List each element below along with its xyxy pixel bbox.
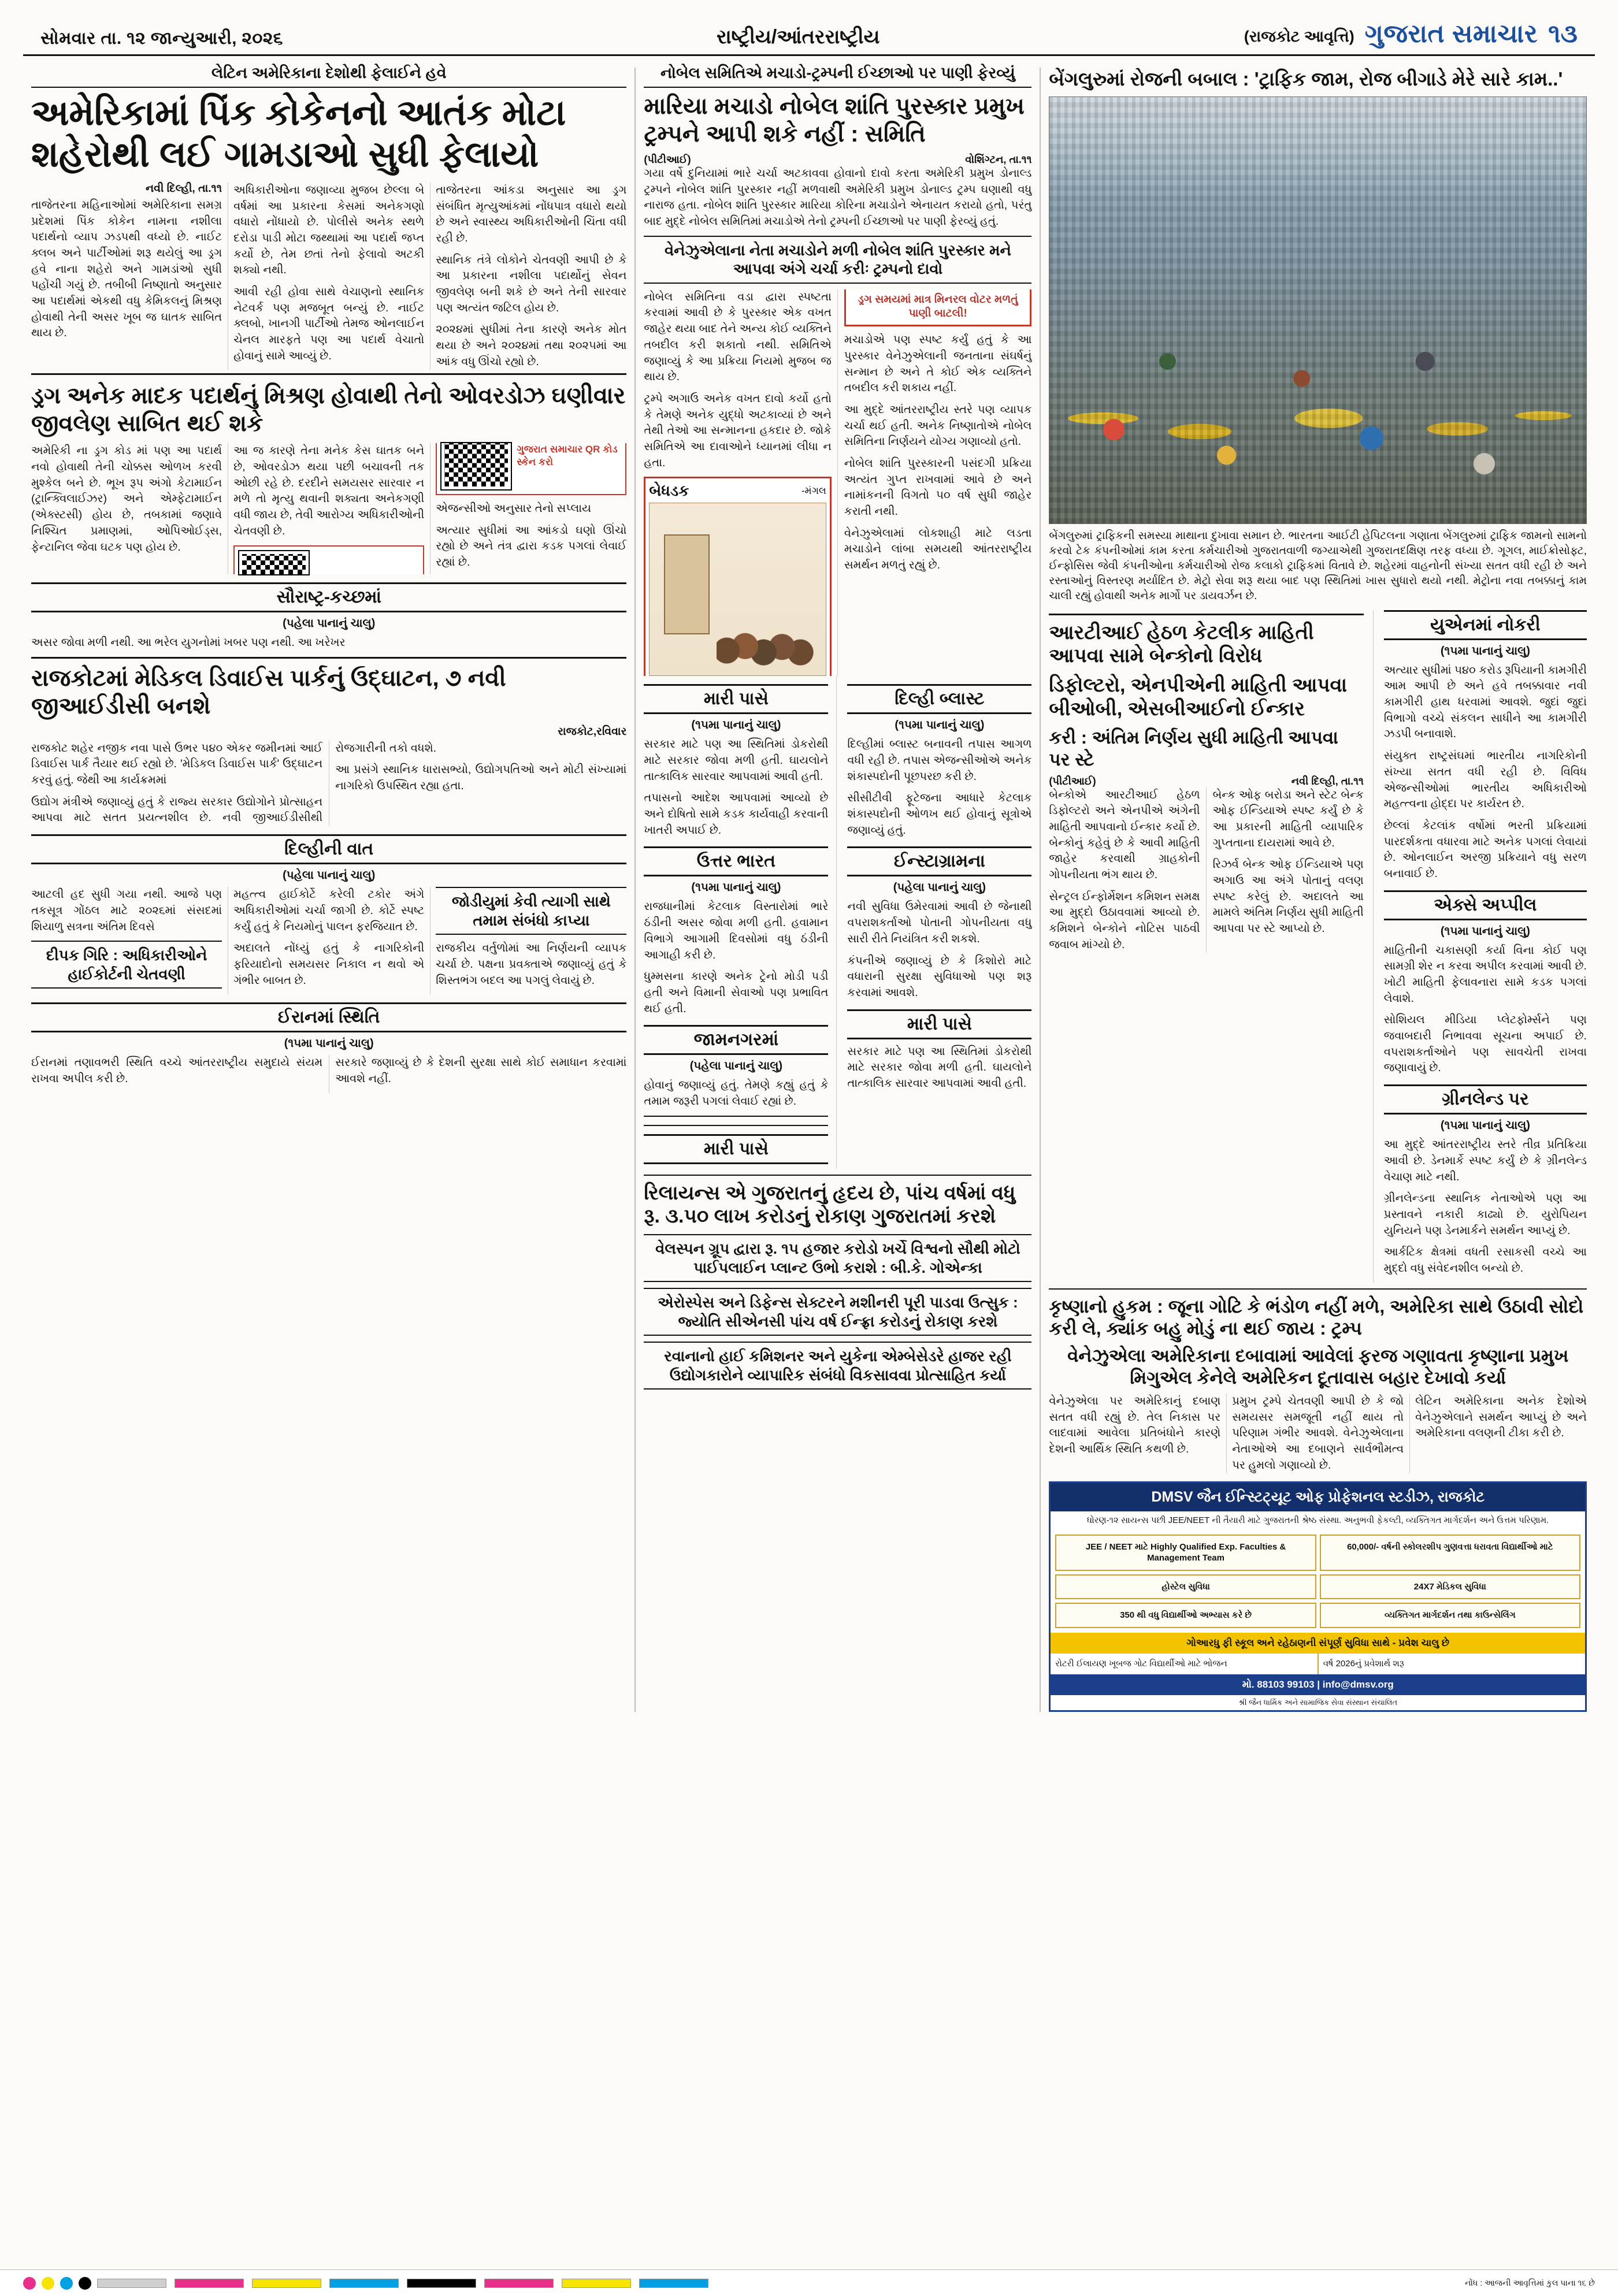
rajkot-medical-para: આ પ્રસંગે સ્થાનિક ધારાસભ્યો, ઉદ્યોગપતિઓ અને મોટી સંખ્યામાં નાગરિકો ઉપસ્થિત રહ્યા હતા.	[335, 763, 627, 793]
greenland-headline: ગ્રીનલેન્ડ પર	[1384, 1084, 1587, 1114]
rajkot-medical-para: ઉદ્યોગ મંત્રીએ જણાવ્યું હતું કે રાજ્ય સરકાર ઉદ્યોગોને પ્રોત્સાહન આપવા માટે સતત પ્રયત્નશીલ છે. નવી જીઆઈડીસીથી રોજગારીની તકો વધશે.	[31, 741, 437, 824]
rti-para: બેન્કોએ આરટીઆઈ હેઠળ ડિફોલ્ટરો અને એનપીએ અંગેની માહિતી આપવાનો ઈન્કાર કર્યો છે. બેન્કોનું કહેવું છે કે આવી માહિતી જાહેર કરવાથી ગ્રાહકોની ગોપનીયતા ભંગ થાય છે.	[1049, 788, 1200, 881]
rajkot-medical-headline: રાજકોટમાં મેડિકલ ડિવાઈસ પાર્કનું ઉદ્ઘાટન, ૭ નવી જીઆઈડીસી બનશે	[31, 657, 626, 720]
delhi-vaat-contd: (પહેલા પાનાનું ચાલુ)	[283, 869, 376, 882]
nobel-para: ગયા વર્ષે દુનિયામાં ભારે ચર્ચા અટકાવવા હોવાનો દાવો કરતા અમેરિકી પ્રમુખ ડોનાલ્ડ ટ્રમ્પને નોબેલ શાંતિ પુરસ્કાર નહીં મળવાથી અમેરિકી પ્રમુખ ડોનાલ્ડ ટ્રમ્પ ઘણાથી વધુ નારાજ હતા. નોબેલ શાંતિ પુરસ્કાર મારિયા કોરિના મચાડોને એનાયત કરાયો હતો, પરંતુ બાદ મુદ્દે નોબેલ સમિતિમાં મચાડોએ તેનો ટ્રમ્પની ઈચ્છાઓ પર પાણી ફેરવ્યું હતું.	[644, 167, 1032, 228]
nobel-dateline: વોશિંગ્ટન, તા.૧૧	[965, 154, 1032, 165]
jamnagar-headline: મારી પાસે	[644, 1134, 828, 1164]
delhi-vaat-body	[31, 887, 626, 994]
ad-note: શ્રી જૈન ધાર્મિક અને સામાજિક સેવા સંસ્થાન સંચાલિત	[1238, 1698, 1398, 1707]
nobel-para: ટ્રમ્પે અગાઉ અનેક વખત દાવો કર્યો હતો કે તેમણે અનેક યુદ્ધો અટકાવ્યાં છે અને તેથી તેઓ આ સન્માનના હકદાર છે. જોકે સમિતિએ આ દાવાઓને ધ્યાનમાં લીધા ન હતા.	[644, 392, 832, 469]
venezuela-headline: કૃષ્ણાનો હુકમ : જૂના ગોટિ કે ભંડોળ નહીં મળે, અમેરિકા સાથે ઉઠાવી સોદો કરી લે, ક્યાંક બહુ મોડું ના થઈ જાય : ટ્રમ્પ	[1049, 1295, 1584, 1339]
instagram-para: નવી સુવિધા ઉમેરવામાં આવી છે જેનાથી વપરાશકર્તાઓ પોતાની ગોપનીયતા વધુ સારી રીતે નિયંત્રિત કરી શકશે.	[847, 900, 1032, 945]
lead-para: અધિકારીઓના જણાવ્યા મુજબ છેલ્લા બે વર્ષમાં આ પ્રકારના કેસમાં અનેકગણો વધારો નોંધાયો છે. પોલીસે અનેક સ્થળે દરોડા પાડી મોટા જથ્થામાં આ પદાર્થ જપ્ત કર્યો છે, તેમ છતાં તેનો ફેલાવો અટકી શક્યો નથી.	[233, 183, 425, 277]
registration-swatch-magenta-2	[484, 2279, 554, 2288]
saurashtra-headline: સૌરાષ્ટ્ર-કચ્છમાં	[31, 582, 626, 612]
page-footer-note: નોંધ : આજની આવૃત્તિમાં કુલ પાના ૧૬ છે	[1464, 2278, 1595, 2287]
mari-pass-para: સરકાર માટે પણ આ સ્થિતિમાં ડોકરોથી માટે સરકાર જોવા મળી હતી. ઘાયલોને તાત્કાલિક સારવાર આપવામાં આવી હતી.	[644, 738, 829, 783]
instagram-para: કંપનીએ જણાવ્યું છે કે કિશોરો માટે વધારાની સુરક્ષા સુવિધાઓ પણ શરૂ કરવામાં આવશે.	[847, 954, 1032, 999]
nobel-kicker: નોબેલ સમિતિએ મચાડો-ટ્રમ્પની ઈચ્છાઓ પર પાણી ફેરવ્યું	[644, 64, 1031, 88]
uttar-bharat-contd: (૧૫મા પાનાનું ચાલુ)	[691, 881, 781, 894]
nobel-para: વેનેઝુએલામાં લોકશાહી માટે લડતા મચાડોને લાંબા સમયથી આંતરરાષ્ટ્રીય સમર્થન મળતું રહ્યું છે.	[844, 526, 1032, 572]
registration-swatch-magenta	[175, 2279, 244, 2288]
america-sub	[644, 1116, 828, 1126]
qr-code-label: ગુજરાત સમાચાર QR કોડ સ્કેન કરો	[517, 444, 618, 468]
lead-para: અત્યાર સુધીમાં આ આંકડો ઘણો ઊંચો રહ્યો છે અને તંત્ર દ્વારા કડક પગલાં લેવાઈ રહ્યાં છે.	[436, 523, 627, 569]
publication-date: સોમવાર તા. ૧૨ જાન્યુઆરી, ૨૦૨૬	[40, 29, 283, 48]
color-registration-bar	[0, 2269, 1618, 2296]
nobel-para: આ મુદ્દે આંતરરાષ્ટ્રીય સ્તરે પણ વ્યાપક ચર્ચા થઈ હતી. અનેક નિષ્ણાતોએ નોબેલ સમિતિના નિર્ણયને યોગ્ય ગણાવ્યો હતો.	[844, 403, 1032, 448]
jobs-headline: યુએનમાં નોકરી	[1384, 610, 1587, 640]
jamnagar-para: સરકાર માટે પણ આ સ્થિતિમાં ડોકરોથી માટે સરકાર જોવા મળી હતી. ઘાયલોને તાત્કાલિક સારવાર આપવામાં આવી હતી.	[847, 1045, 1032, 1090]
page-content	[23, 56, 1595, 1712]
left-column-group	[23, 64, 634, 1712]
rti-dateline: નવી દિલ્હી, તા.૧૧	[1291, 775, 1364, 787]
rti-sub2: કરી : અંતિમ નિર્ણય સુધી માહિતી આપવા પર સ્ટે	[1049, 727, 1338, 770]
registration-dot-magenta	[23, 2277, 36, 2290]
delhi-blast-contd: (૧૫મા પાનાનું ચાલુ)	[895, 719, 985, 732]
ad-contact[interactable]: મો. 88103 99103 | info@dmsv.org	[1051, 1674, 1585, 1695]
instagram-contd: (પહેલા પાનાનું ચાલુ)	[893, 881, 986, 894]
rti-source: (પીટીઆઈ)	[1049, 775, 1096, 787]
ad-subtitle: ધોરણ-૧૨ સાયન્સ પછી JEE/NEET ની તૈયારી માટે ગુજરાતની શ્રેષ્ઠ સંસ્થા. અનુભવી ફેકલ્ટી, વ્યક્તિગત માર્ગદર્શન અને ઉત્તમ પરિણામ.	[1087, 1515, 1549, 1526]
registration-dot-black	[79, 2277, 91, 2290]
ad-feature: હોસ્ટેલ સુવિધા	[1055, 1574, 1316, 1600]
cartoon-signature: -મંગલ	[801, 485, 826, 497]
greenland-para: આ મુદ્દે આંતરરાષ્ટ્રીય સ્તરે તીવ્ર પ્રતિક્રિયા આવી છે. ડેનમાર્કે સ્પષ્ટ કર્યું છે કે ગ્રીનલેન્ડ વેચાણ માટે નથી.	[1383, 1138, 1587, 1183]
appeal-headline: એક્સે અપ્પીલ	[1384, 890, 1587, 920]
newspaper-brand: ગુજરાત સમાચાર	[1364, 20, 1538, 48]
venezuela-para: લેટિન અમેરિકાના અનેક દેશોએ વેનેઝુએલાને સમર્થન આપ્યું છે અને અમેરિકાના વલણની ટીકા કરી છે.	[1415, 1395, 1587, 1440]
iran-para: સરકારે જણાવ્યું છે કે દેશની સુરક્ષા સાથે કોઈ સમાધાન કરવામાં આવશે નહીં.	[335, 1056, 627, 1085]
america-headline: જામનગરમાં	[644, 1025, 828, 1055]
reliance-sub3: રવાનાનો હાઈ કમિશનર અને યુકેના એમ્બેસેડરે હાજર રહી ઉદ્યોગકારોને વ્યાપારિક સંબંધો વિકસાવવા પ્રોત્સાહિત કર્યા	[644, 1342, 1031, 1390]
iran-para: ઈરાનમાં તણાવભરી સ્થિતિ વચ્ચે આંતરરાષ્ટ્રીય સમુદાયે સંયમ રાખવા અપીલ કરી છે.	[31, 1056, 323, 1085]
america-para: હોવાનું જણાવ્યું હતું. તેમણે કહ્યું હતું કે તમામ જરૂરી પગલાં લેવાઈ રહ્યાં છે.	[644, 1079, 829, 1108]
lead-para: તાજેતરના મહિનાઓમાં અમેરિકાના સમગ્ર પ્રદેશમાં પિંક કોકેન નામના નશીલા પદાર્થનો વ્યાપ ઝડપથી વધ્યો છે. નાઈટ ક્લબ અને પાર્ટીઓમાં શરૂ થયેલું આ ડ્રગ હવે નાના શહેરો અને ગામડાંઓ સુધી પહોંચી ગયું છે. તબીબી નિષ્ણાતો અનુસાર આ પદાર્થમાં એકથી વધુ કેમિકલનું મિશ્રણ હોવાથી તેની અસર ખૂબ જ ઘાતક સાબિત થાય છે.	[31, 198, 222, 340]
right-column-group	[1041, 64, 1595, 1712]
delhi-vaat-para: મહત્ત્વ હાઈકોર્ટે કરેલી ટકોર અંગે અધિકારીઓમાં ચર્ચા જાગી છે. કોર્ટે સ્પષ્ટ કર્યું હતું કે નિયમોનું પાલન ફરજિયાત છે.	[233, 888, 425, 933]
rti-para: સેન્ટ્રલ ઈન્ફોર્મેશન કમિશન સમક્ષ આ મુદ્દો ઉઠાવવામાં આવ્યો છે. કમિશને બેન્કોને નોટિસ પાઠવી જવાબ માંગ્યો છે.	[1049, 890, 1200, 951]
lead-secondary-body	[31, 443, 626, 574]
uttar-bharat-para: રાજધાનીમાં કેટલાક વિસ્તારોમાં ભારે ઠંડીની અસર જોવા મળી હતી. હવામાન વિભાગે આગામી દિવસોમાં વધુ ઠંડીની આગાહી કરી છે.	[644, 900, 829, 961]
venezuela-sub: વેનેઝુએલા અમેરિકાના દબાવામાં આવેલાં ફરજ ગણાવતા કૃષ્ણાના પ્રમુખ મિગુએલ કેનેલે અમેરિકન દૂતાવાસ બહાર દેખાવો કર્યા	[1067, 1346, 1569, 1388]
registration-dot-cyan	[60, 2277, 73, 2290]
ad-side-note-1: રોટરી ઈલાયણ ખૂબજ ગોટ વિદ્યાર્થીઓ માટે ભોજન	[1055, 1658, 1227, 1669]
reliance-sub1: વેલસ્પન ગ્રૂપ દ્વારા રૂ. ૧૫ હજાર કરોડો ખર્ચે વિશ્વનો સૌથી મોટો પાઈપલાઈન પ્લાન્ટ ઉભો કરાશે : બી.કે. ગોએન્કા	[644, 1234, 1031, 1282]
delhi-vaat-headline: દિલ્હીની વાત	[31, 834, 626, 864]
lead-para: આ જ કારણે તેના મનેક કેસ ઘાતક બને છે, ઓવરડોઝ થયા પછી બચાવની તક ઓછી રહે છે. દરદીને સમયસર સારવાર ન મળે તો મૃત્યુ થવાની શક્યતા અનેકગણી વધી જાય છે, તેવી આરોગ્ય અધિકારીઓની ચેતવણી છે.	[233, 444, 425, 537]
uttar-bharat-para: ધુમ્મસના કારણે અનેક ટ્રેનો મોડી પડી હતી અને વિમાની સેવાઓ પણ પ્રભાવિત થઈ હતી.	[644, 970, 829, 1015]
delhi-blast-para: દિલ્હીમાં બ્લાસ્ટ બનાવની તપાસ આગળ વધી રહી છે. તપાસ એજન્સીઓએ અનેક શંકાસ્પદોની પૂછપરછ કરી છે.	[847, 738, 1032, 783]
ad-feature: JEE / NEET માટે Highly Qualified Exp. Faculties & Management Team	[1055, 1535, 1316, 1571]
delhi-vaat-sub2: જોડીયુમાં કેવી ત્યાગી સાથે તમામ સંબંધો કાપ્યા	[436, 887, 626, 935]
nobel-source: (પીટીઆઈ)	[644, 154, 691, 165]
rajkot-medical-body	[31, 741, 626, 826]
appeal-contd: (૧૫મા પાનાનું ચાલુ)	[1440, 924, 1530, 938]
rti-para: રિઝર્વ બેન્ક ઓફ ઈન્ડિયાએ પણ અગાઉ આ અંગે પોતાનું વલણ સ્પષ્ટ કરેલું છે. અદાલતે આ મામલે અંતિમ નિર્ણય સુધી માહિતી આપવા પર સ્ટે આપ્યો છે.	[1212, 858, 1364, 935]
lead-para: એજન્સીઓ અનુસાર તેનો સપ્લાય	[436, 501, 591, 515]
mari-pass-headline: મારી પાસે	[644, 684, 828, 714]
lead-dateline: નવી દિલ્હી, તા.૧૧	[145, 182, 222, 195]
mari-pass-contd: (૧૫મા પાનાનું ચાલુ)	[691, 719, 781, 732]
jobs-para: છેલ્લાં કેટલાંક વર્ષોમાં ભરતી પ્રક્રિયામાં પારદર્શકતા વધારવા માટે અનેક પગલાં લેવાયાં છે. ઓનલાઈન અરજી પ્રક્રિયાને વધુ સરળ બનાવાઈ છે.	[1383, 819, 1587, 880]
nobel-sub: વેનેઝુએલાના નેતા મચાડોને મળી નોબેલ શાંતિ પુરસ્કાર મને આપવા અંગે ચર્ચા કરીઃ ટ્રમ્પનો દાવો	[644, 236, 1031, 284]
jobs-para: અત્યાર સુધીમાં ૫૪૦ કરોડ રૂપિયાની કામગીરી આમ આપી છે અને હવે તબક્કાવાર નવી કામગીરી હાથ ધરવામાં આવશે. જુદાં જુદાં વિભાગો વચ્ચે સંકલન સાધીને આ કામગીરી ઝડપી બનાવાશે.	[1383, 663, 1587, 741]
section-title: રાષ્ટ્રીય/આંતરરાષ્ટ્રીય	[716, 26, 880, 48]
lead-para: અમેરિકી ના ડ્રગ કોડ માં પણ આ પદાર્થ નવો હોવાથી તેની ચોક્કસ ઓળખ કરવી મુશ્કેલ બને છે. ભૂખ રૂપ અંગો કેટામાઈન (ટ્રાન્ક્વિલાઈઝર) અને એમ્ફેટામાઈન (એક્સ્ટસી) હોય છે, તબકામાં જણાવે નિશ્ચિત પ્રમાણમાં, ઓપિઓઈડ્સ, ફેન્ટાનિલ જેવા ઘટક પણ હોય છે.	[31, 444, 222, 553]
registration-swatch-yellow	[252, 2279, 321, 2288]
ad-feature-grid	[1051, 1530, 1585, 1633]
rti-para: બેન્ક ઓફ બરોડા અને સ્ટેટ બેન્ક ઓફ ઈન્ડિયાએ સ્પષ્ટ કર્યું છે કે આ પ્રકારની માહિતી વ્યાપારિક ગુપ્તતાના દાયરામાં આવે છે.	[1212, 788, 1364, 849]
mari-pass-para: તપાસનો આદેશ આપવામાં આવ્યો છે અને દોષિતો સામે કડક કાર્યવાહી કરવાની ખાતરી અપાઈ છે.	[644, 792, 829, 837]
greenland-para: ગ્રીનલેન્ડના સ્થાનિક નેતાઓએ પણ આ પ્રસ્તાવને નકારી કાઢ્યો છે. યુરોપિયન યુનિયને પણ ડેનમાર્કને સમર્થન આપ્યું છે.	[1383, 1192, 1587, 1237]
venezuela-para: વેનેઝુએલા પર અમેરિકાનું દબાણ સતત વધી રહ્યું છે. તેલ નિકાસ પર લાદવામાં આવેલા પ્રતિબંધોને કારણે દેશની આર્થિક સ્થિતિ કથળી છે.	[1049, 1395, 1221, 1456]
rti-body	[1049, 787, 1363, 953]
appeal-para: સોશિયલ મીડિયા પ્લેટફોર્મ્સને પણ જવાબદારી નિભાવવા સૂચના અપાઈ છે. વપરાશકર્તાઓને પણ સાવચેતી રાખવા જણાવાયું છે.	[1383, 1013, 1587, 1075]
page-number: ૧૩	[1548, 20, 1578, 48]
nobel-body	[644, 289, 1031, 677]
ad-feature: વ્યક્તિગત માર્ગદર્શન તથા કાઉન્સેલિંગ	[1320, 1603, 1580, 1628]
lead-para: ૨૦૨૪માં સુધીમાં તેના કારણે અનેક મોત થયા છે અને ૨૦૨૪માં તથા ૨૦૨૫માં આ આંક વધુ ઊંચો રહ્યો છે.	[436, 323, 627, 368]
registration-swatch-gray	[97, 2279, 166, 2288]
iran-body	[31, 1055, 626, 1093]
nobel-para: મચાડોએ પણ સ્પષ્ટ કર્યું હતું કે આ પુરસ્કાર વેનેઝુએલાની જનતાના સંઘર્ષનું સન્માન છે અને તે કોઈ એક વ્યક્તિને તબદીલ કરી શકાય નહીં.	[844, 333, 1032, 395]
reliance-headline: રિલાયન્સ એ ગુજરાતનું હૃદય છે, પાંચ વર્ષમાં વધુ રૂ. ૩.૫૦ લાખ કરોડનું રોકાણ ગુજરાતમાં કરશે	[644, 1182, 1016, 1228]
saurashtra-contd: (પહેલા પાનાનું ચાલુ)	[283, 617, 376, 630]
delhi-vaat-para: આટલી હદ સુધી ગયા નથી. આજે પણ તકસૂત્ર ગોંઠલ માટે ૨૦૨૬માં સંસદમાં શિયાળુ સત્રના અંતિમ દિવસે	[31, 888, 222, 933]
nobel-headline: મારિયા મચાડો નોબેલ શાંતિ પુરસ્કાર પ્રમુખ ટ્રમ્પને આપી શકે નહીં : સમિતિ	[644, 94, 1025, 147]
ad-feature: 24X7 મેડિકલ સુવિધા	[1320, 1574, 1580, 1600]
venezuela-para: પ્રમુખ ટ્રમ્પે ચેતવણી આપી છે કે જો સમયસર સમજૂતી નહીં થાય તો પરિણામ ગંભીર આવશે. વેનેઝુએલાના નેતાઓએ આ દબાણને સાર્વભૌમત્વ પર હુમલો ગણાવ્યો છે.	[1232, 1395, 1404, 1472]
ad-footer-banner: ગોઆરધુ ફી સ્કૂલ અને રહેઠાણની સંપૂર્ણ સુવિધા સાથે - પ્રવેશ ચાલુ છે	[1051, 1633, 1585, 1654]
ad-title: DMSV જૈન ઈન્સ્ટિટ્યૂટ ઓફ પ્રોફેશનલ સ્ટડીઝ, રાજકોટ	[1051, 1483, 1585, 1511]
greenland-para: આર્કટિક ક્ષેત્રમાં વધતી રસાકસી વચ્ચે આ મુદ્દો વધુ સંવેદનશીલ બન્યો છે.	[1383, 1246, 1587, 1275]
uttar-bharat-headline: ઉત્તર ભારત	[644, 846, 828, 876]
delhi-vaat-para: અદાલતે નોંધ્યું હતું કે નાગરિકોની ફરિયાદોનો સમયસર નિકાલ ન થવો એ ગંભીર બાબત છે.	[233, 942, 425, 987]
lead-subheadline: ડ્રગ અનેક માદક પદાર્થનું મિશ્રણ હોવાથી તેનો ઓવરડોઝ ઘણીવાર જીવલેણ સાબિત થઈ શકે	[31, 373, 626, 437]
edition-label: (રાજકોટ આવૃત્તિ)	[1244, 28, 1354, 45]
lead-para: આવી રહી હોવા સાથે વેચાણનો સ્થાનિક નેટવર્ક પણ મજબૂત બન્યું છે. નાઈટ ક્લબો, ખાનગી પાર્ટીઓ તેમજ ઓનલાઈન ચેનલ મારફતે પણ આ પદાર્થ વેચાતો હોવાનું સામે આવ્યું છે.	[233, 285, 425, 362]
registration-swatch-yellow-2	[562, 2279, 631, 2288]
ad-side-note-2: વર્ષ 2026નું પ્રવેશાર્થ શરૂ	[1323, 1658, 1404, 1669]
jobs-contd: (૧૫મા પાનાનું ચાલુ)	[1440, 644, 1530, 657]
nobel-para: નોબેલ શાંતિ પુરસ્કારની પસંદગી પ્રક્રિયા અત્યંત ગુપ્ત રાખવામાં આવે છે અને નામાંકનની વિગતો ૫૦ વર્ષ સુધી જાહેર કરાતી નથી.	[844, 456, 1032, 518]
registration-swatch-black	[407, 2279, 476, 2288]
lead-body	[31, 183, 626, 370]
appeal-para: માહિતીની ચકાસણી કર્યા વિના કોઈ પણ સામગ્રી શેર ન કરવા અપીલ કરવામાં આવી છે. ખોટી માહિતી ફેલાવનારા સામે કડક પગલાં લેવાશે.	[1383, 943, 1587, 1005]
america-contd: (પહેલા પાનાનું ચાલુ)	[689, 1060, 783, 1073]
bengaluru-headline: બેંગલુરુમાં રોજની બબાલ : 'ટ્રાફિક જામ, રોજ બીગાડે મેરે સારે કામ..'	[1049, 68, 1563, 90]
masthead	[23, 0, 1595, 56]
iran-contd: (૧૫મા પાનાનું ચાલુ)	[284, 1037, 374, 1050]
rti-headline: આરટીઆઈ હેઠળ કેટલીક માહિતી આપવા સામે બેન્કોનો વિરોધ	[1049, 614, 1363, 668]
nobel-para: નોબેલ સમિતિના વડા દ્વારા સ્પષ્ટતા કરવામાં આવી છે કે પુરસ્કાર એક વખત જાહેર થયા બાદ તેને અન્ય કોઈ વ્યક્તિને તબદીલ કરી શકાતો નથી. સમિતિએ જણાવ્યું કે આ પ્રક્રિયા નિયમો મુજબ જ થાય છે.	[644, 290, 832, 384]
cartoon-caption: ડ્રગ સમયમાં માત્ર મિનરલ વોટર મળતું પાણી બાટલી!	[858, 293, 1018, 320]
lead-para: તાજેતરના આંકડા અનુસાર આ ડ્રગ સંબંધિત મૃત્યુઆંકમાં નોંધપાત્ર વધારો થયો છે અને સ્વાસ્થ્ય અધિકારીઓની ચિંતા વધી રહી છે.	[436, 183, 627, 244]
jobs-para: સંયુક્ત રાષ્ટ્રસંઘમાં ભારતીય નાગરિકોની સંખ્યા સતત વધી રહી છે. વિવિધ એજન્સીઓમાં ભારતીય અધિકારીઓ મહત્ત્વના હોદ્દા પર કાર્યરત છે.	[1383, 749, 1587, 811]
cartoon-artwork	[649, 503, 826, 676]
lead-headline: અમેરિકામાં પિંક કોકેનનો આતંક મોટા શહેરોથી લઈ ગામડાઓ સુધી ફેલાયો	[31, 93, 566, 174]
right-sub-columns	[1049, 610, 1587, 1283]
ad-feature: 350 થી વધુ વિદ્યાર્થીઓ અભ્યાસ કરે છે	[1055, 1603, 1316, 1628]
lead-para: સ્થાનિક તંત્રે લોકોને ચેતવણી આપી છે કે આ પ્રકારના નશીલા પદાર્થોનું સેવન જીવલેણ બની શકે છે અને તેની સારવાર પણ અત્યંત જટિલ હોય છે.	[436, 253, 627, 314]
delhi-blast-headline: દિલ્હી બ્લાસ્ટ	[847, 684, 1031, 714]
registration-swatch-cyan	[329, 2279, 399, 2288]
rajkot-medical-dateline: રાજકોટ,રવિવાર	[558, 725, 627, 738]
rti-sub: ડિફોલ્ટરો, એનપીએની માહિતી આપવા બીઓબી, એસબીઆઈનો ઈન્કાર	[1049, 674, 1348, 720]
delhi-vaat-sub: દીપક ગિરિ : અધિકારીઓને હાઈકોર્ટની ચેતવણી	[31, 941, 222, 989]
greenland-contd: (૧૫મા પાનાનું ચાલુ)	[1440, 1119, 1530, 1132]
registration-swatch-cyan-2	[639, 2279, 708, 2288]
venezuela-body	[1049, 1394, 1587, 1473]
instagram-headline: ઈન્સ્ટાગ્રામના	[847, 846, 1031, 876]
saurashtra-para: અસર જોવા મળી નથી. આ ભરેલ યુગનોમાં ખબર પણ નથી. આ ખરેખર	[31, 636, 346, 649]
jamnagar-headline-2: મારી પાસે	[847, 1009, 1031, 1039]
bengaluru-photo-caption: બેંગલુરુમાં ટ્રાફિકની સમસ્યા માથાના દુખાવા સમાન છે. ભારતના આઈટી હેપિટલના ગણાતા બેંગલુરુમાં ટ્રાફિક જામનો સામનો કરવો ટેક કંપનીઓમાં કામ કરતા કર્મચારીઓ ગુજરાતવાળી જગ્યાએથી ગુજરાતદક્ષિણ તરફ વધ્યા છે. ગૂગલ, માઈક્રોસોફ્ટ, ઈન્ફોસિસ જેવી કંપનીઓના કર્મચારીઓ રોજ કલાકો ટ્રાફિકમાં વિતાવે છે. શહેરમાં વાહનોની સંખ્યા સતત વધી રહી છે અને રસ્તાઓનું વિસ્તરણ મર્યાદિત છે. મેટ્રો સેવા શરૂ થયા બાદ પણ સ્થિતિમાં ખાસ સુધારો થયો નથી. મેટ્રોના નવા તબક્કાનું કામ ચાલી રહ્યું હોવાથી અનેક માર્ગો પર ડાયવર્ઝન છે.	[1049, 529, 1587, 603]
cartoon-title: બેધડક	[649, 482, 689, 500]
lead-kicker: લેટિન અમેરિકાના દેશોથી ફેલાઈને હવે	[31, 64, 626, 88]
rajkot-medical-para: રાજકોટ શહેર નજીક નવા પાસે ઉભર ૫૪૦ એકર જમીનમાં આઈ ડિવાઈસ પાર્ક તૈયાર થઈ રહ્યો છે. 'મેડિકલ ડિવાઈસ પાર્ક' ઉદ્ઘાટન કરવું હતું. જેથી આ કાર્યક્રમમાં	[31, 741, 323, 787]
bengaluru-traffic-photo	[1049, 96, 1587, 524]
delhi-vaat-para: રાજકીય વર્તુળોમાં આ નિર્ણયની વ્યાપક ચર્ચા છે. પક્ષના પ્રવક્તાએ જણાવ્યું હતું કે શિસ્તભંગ બદલ આ પગલું લેવાયું છે.	[436, 942, 627, 987]
iran-headline: ઈરાનમાં સ્થિતિ	[31, 1002, 626, 1032]
middle-column-group	[636, 64, 1040, 1712]
registration-dot-yellow	[42, 2277, 54, 2290]
ad-feature: 60,000/- વર્ષની સ્કોલરશીપ ગુણવત્તા ધરાવતા વિદ્યાર્થીઓ માટે	[1320, 1535, 1580, 1571]
delhi-blast-para: સીસીટીવી ફૂટેજના આધારે કેટલાક શંકાસ્પદોની ઓળખ થઈ હોવાનું સૂત્રોએ જણાવ્યું હતું.	[847, 792, 1032, 837]
mid-sub-columns	[644, 676, 1031, 1168]
reliance-sub2: એરોસ્પેસ અને ડિફેન્સ સેક્ટરને મશીનરી પૂરી પાડવા ઉત્સુક : જ્યોતિ સીએનસી પાંચ વર્ષ ઈન્ફ્રા કરોડનું રોકાણ કરશે	[644, 1288, 1031, 1336]
advertisement[interactable]	[1049, 1481, 1587, 1712]
